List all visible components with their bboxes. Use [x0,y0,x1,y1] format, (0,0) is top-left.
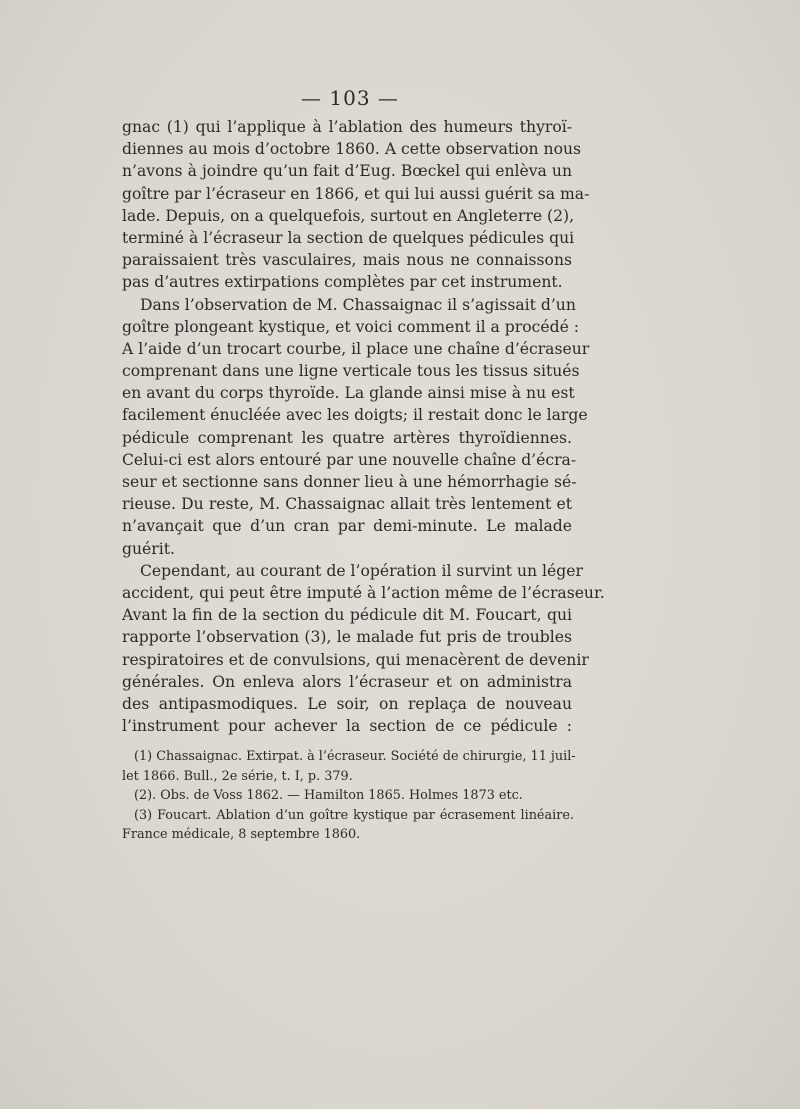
text-line: Celui-ci est alors entouré par une nouvelle chaîne d’écra- [122,450,577,469]
text-line: gnac (1) qui l’applique à l’ablation des humeurs thyroï- [122,118,572,136]
text-line: accident, qui peut être imputé à l’action même de l’écraseur. [122,583,605,602]
text-line: Dans l’observation de M. Chassaignac il s’agissait d’un [140,295,576,314]
page-number: — 103 — [301,86,399,110]
text-line: goître plongeant kystique, et voici comment il a procédé : [122,317,580,336]
text-line: en avant du corps thyroïde. La glande ainsi mise à nu est [122,384,575,403]
footnote-line: (2). Obs. de Voss 1862. — Hamilton 1865. Holmes 1873 etc. [134,788,523,803]
text-line: seur et sectionne sans donner lieu à une hémorrhagie sé- [122,473,577,491]
text-line: A l’aide d’un trocart courbe, il place une chaîne d’écraseur [122,339,590,358]
paragraph [122,294,590,560]
text-line: goître par l’écraseur en 1866, et qui lui aussi guérit sa ma- [122,184,590,203]
text-line: des antipasmodiques. Le soir, on replaça de nouveau [122,694,572,713]
text-line: rieuse. Du reste, M. Chassaignac allait très lentement et [122,495,572,514]
text-line: respiratoires et de convulsions, qui menacèrent de devenir [122,650,589,669]
paragraph [122,560,605,738]
text-line: diennes au mois d’octobre 1860. A cette observation nous [122,140,582,159]
text-line: pas d’autres extirpations complètes par cet instrument. [122,273,563,292]
text-line: Cependant, au courant de l’opération il survint un léger [140,561,583,580]
footnote [122,747,574,786]
text-line: paraissaient très vasculaires, mais nous ne connaissons [122,251,572,270]
footnote [122,786,574,806]
text-line: guérit. [122,539,175,558]
text-line: l’instrument pour achever la section de ce pédicule : [122,717,572,736]
body-text [122,116,605,737]
footnotes [122,747,574,845]
text-line: comprenant dans une ligne verticale tous les tissus situés [122,362,580,381]
text-line: n’avançait que d’un cran par demi-minute. Le malade [122,517,572,536]
text-line: lade. Depuis, on a quelquefois, surtout en Angleterre (2), [122,206,575,225]
footnote-line: (3) Foucart. Ablation d’un goître kystique par écrasement linéaire. [134,807,574,823]
text-line: rapporte l’observation (3), le malade fut pris de troubles [122,628,572,647]
footnote-line: let 1866. Bull., 2e série, t. I, p. 379. [122,768,353,784]
paragraph [122,116,590,294]
text-line: générales. On enleva alors l’écraseur et on administra [122,672,572,691]
footnote [122,806,574,845]
text-line: n’avons à joindre qu’un fait d’Eug. Bœckel qui enlèva un [122,162,572,181]
footnote-line: (1) Chassaignac. Extirpat. à l’écraseur. Société de chirurgie, 11 juil- [134,749,576,764]
text-line: Avant la fin de la section du pédicule dit M. Foucart, qui [122,606,572,625]
text-line: terminé à l’écraseur la section de quelques pédicules qui [122,228,575,247]
text-line: pédicule comprenant les quatre artères thyroïdiennes. [122,428,572,447]
text-line: facilement énucléée avec les doigts; il restait donc le large [122,406,588,425]
footnote-line: France médicale, 8 septembre 1860. [122,827,361,842]
